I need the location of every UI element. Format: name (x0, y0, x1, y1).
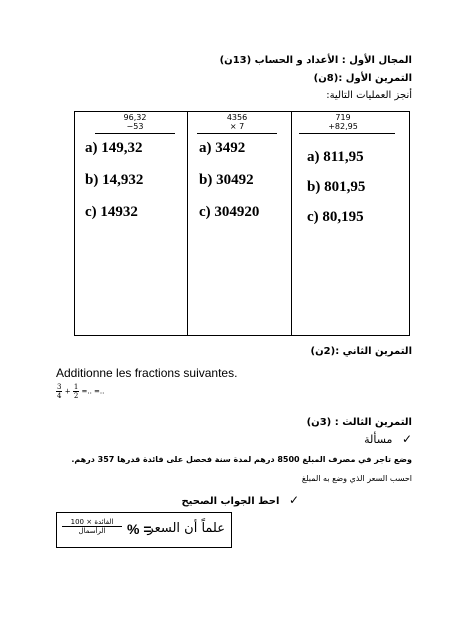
problem-text-line1: وضع تاجر في مصرف المبلغ 8500 درهم لمدة سنة فحصل على فائدة قدرها 357 درهم. (71, 455, 412, 464)
exercise1-title: التمرين الأول :(8ن) (313, 73, 412, 84)
column-divider (187, 112, 188, 335)
fraction-1-denominator: 4 (57, 392, 62, 400)
problem-text-line2: احسب السعر الذي وضع به المبلغ (301, 474, 412, 483)
domain-title: المجال الأول : الأعداد و الحساب (13ن) (219, 55, 412, 66)
operations-table (74, 111, 410, 336)
operation1-choice-c: c) 14932 (85, 204, 138, 220)
operation2-choice-c: c) 304920 (199, 204, 260, 220)
operation1-line1: 96,32 (123, 113, 147, 122)
operation1-rule (95, 133, 175, 134)
operation2-choice-a: a) 3492 (199, 140, 246, 156)
operation2-line2: × 7 (229, 122, 245, 131)
exercise1-instruction: أنجز العمليات التالية: (326, 90, 412, 101)
column-divider (291, 112, 292, 335)
operation2-line1: 4356 (226, 113, 248, 122)
problem-label: مسألة (364, 433, 393, 446)
formula-numerator: الفائدة × 100 (62, 518, 122, 527)
answer-instruction: احط الجواب الصحيح (181, 496, 280, 507)
operation3-line1: 719 (335, 113, 351, 122)
answer-instruction-row (181, 493, 299, 507)
fraction-2-numerator: 1 (73, 383, 79, 391)
formula-note: علماً أن السعر (147, 521, 225, 536)
exercise2-title: التمرين الثاني :(2ن) (310, 346, 412, 357)
problem-label-row (364, 432, 412, 446)
formula-box (56, 512, 232, 548)
operation1-choice-a: a) 149,32 (85, 140, 143, 156)
operation3-line2: +82,95 (328, 122, 358, 131)
operation1-choice-b: b) 14,932 (85, 172, 144, 188)
operation3-choice-c: c) 80,195 (307, 209, 364, 225)
formula-fraction (62, 518, 122, 535)
operation1-line2: −53 (126, 122, 144, 131)
plus-sign: + (64, 387, 71, 396)
fraction-answer-blank: =.. =.. (81, 387, 105, 396)
formula-denominator: الرأسمال (78, 527, 106, 535)
fraction-2-denominator: 2 (73, 392, 79, 400)
check-icon: ✓ (401, 432, 412, 446)
fraction-1 (56, 383, 62, 400)
operation2-rule (197, 133, 277, 134)
formula-equals-percent: % = (127, 521, 152, 537)
check-icon: ✓ (288, 493, 299, 507)
operation3-choice-b: b) 801,95 (307, 179, 366, 195)
fraction-1-numerator: 3 (57, 383, 62, 391)
fraction-expression (56, 383, 104, 400)
operation3-choice-a: a) 811,95 (307, 149, 364, 165)
fraction-2 (73, 383, 79, 400)
operation3-rule (299, 133, 395, 134)
operation2-choice-b: b) 30492 (199, 172, 254, 188)
exercise2-instruction: Additionne les fractions suivantes. (56, 366, 238, 380)
exercise3-title: التمرين الثالث : (3ن) (306, 417, 412, 428)
